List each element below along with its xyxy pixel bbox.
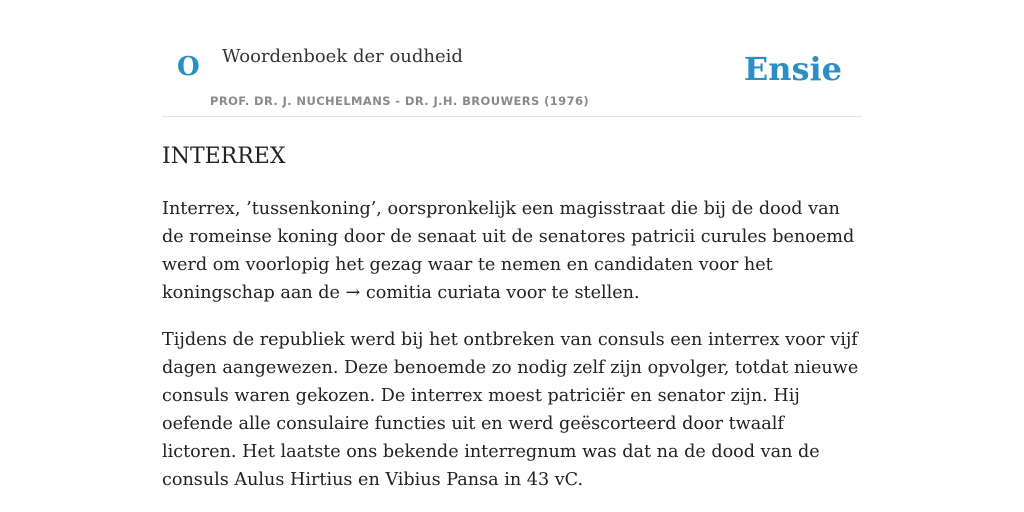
page-header <box>162 0 862 117</box>
entry-paragraph-1 <box>162 195 862 307</box>
cross-reference-arrow-icon: → <box>345 283 361 303</box>
ensie-logo-link[interactable]: Ensie <box>743 50 842 88</box>
entry-paragraph-2: Tijdens de republiek werd bij het ontbreken van consuls een interrex voor vijf dagen aangewezen. Deze benoemde zo nodig zelf zijn opvolger, totdat nieuwe consuls waren gekozen. De interrex moest patriciër en senator zijn. Hij oefende alle consulaire functies uit en werd geëscorteerd door twaalf lictoren. Het laatste ons bekende interregnum was dat na de dood van de consuls Aulus Hirtius en Vibius Pansa in 43 vC. <box>162 330 859 490</box>
dictionary-authors: PROF. DR. J. NUCHELMANS - DR. J.H. BROUWERS (1976) <box>210 94 590 108</box>
cross-reference-label: comitia curiata <box>365 283 501 303</box>
entry-paragraph-1-tail: voor te stellen. <box>500 283 640 303</box>
alphabet-letter-link[interactable]: O <box>177 52 200 82</box>
entry-paragraph-1-text: Interrex, ’tussenkoning’, oorspronkelijk een magisstraat die bij de dood van de romeinse koning door de senaat uit de senatores patricii curules benoemd werd om voorlopig het gezag waar te nemen en candidaten voor het koningschap aan de <box>162 199 855 303</box>
page-container <box>162 0 862 494</box>
dictionary-title-link[interactable]: Woordenboek der oudheid <box>222 46 463 67</box>
cross-reference-link[interactable] <box>346 283 501 303</box>
entry-headword: INTERREX <box>162 144 286 169</box>
